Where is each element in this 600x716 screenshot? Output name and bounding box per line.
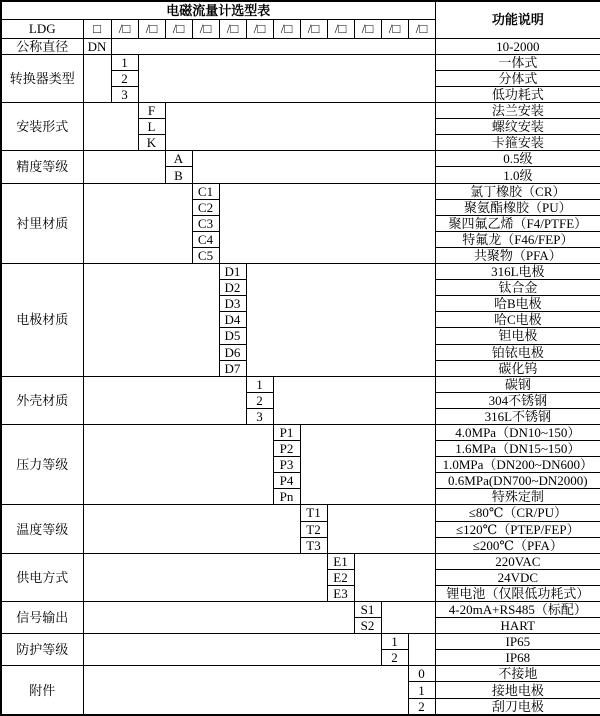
option-desc: 碳化钨 xyxy=(435,360,600,376)
option-desc: 特氟龙（F46/FEP） xyxy=(435,231,600,247)
model-option-box: /□ xyxy=(354,19,381,38)
blank-cell xyxy=(246,264,435,377)
option-desc: IP68 xyxy=(435,650,600,666)
option-code: F xyxy=(138,103,165,119)
model-base-box: □ xyxy=(83,19,111,38)
option-code: P2 xyxy=(273,441,300,457)
option-desc: 钽电极 xyxy=(435,328,600,344)
option-code: 3 xyxy=(246,408,273,424)
option-desc: 卡箍安装 xyxy=(435,135,600,151)
option-desc: 铂铱电极 xyxy=(435,344,600,360)
option-desc: 304不锈钢 xyxy=(435,392,600,408)
option-code: 1 xyxy=(408,682,435,698)
blank-cell xyxy=(83,424,273,504)
option-code: S2 xyxy=(354,618,381,634)
option-desc: 316L不锈钢 xyxy=(435,408,600,424)
option-code: B xyxy=(165,167,192,183)
section-label: 安装形式 xyxy=(1,103,83,151)
blank-cell xyxy=(300,424,435,504)
option-desc: 聚氨酯橡胶（PU） xyxy=(435,199,600,215)
dn-desc: 10-2000 xyxy=(435,38,600,54)
option-desc: 分体式 xyxy=(435,70,600,86)
blank-cell xyxy=(111,38,435,54)
option-code: 2 xyxy=(408,698,435,715)
option-code: D7 xyxy=(219,360,246,376)
option-desc: IP65 xyxy=(435,634,600,650)
option-code: C2 xyxy=(192,199,219,215)
option-desc: 哈C电极 xyxy=(435,312,600,328)
blank-cell xyxy=(83,103,138,151)
section-label: 衬里材质 xyxy=(1,183,83,263)
table-row xyxy=(1,553,600,569)
option-code: E2 xyxy=(327,569,354,585)
option-desc: 一体式 xyxy=(435,54,600,70)
function-header: 功能说明 xyxy=(435,1,600,38)
option-code: P4 xyxy=(273,473,300,489)
option-desc: 共聚物（PFA） xyxy=(435,247,600,263)
table-row xyxy=(1,151,600,167)
blank-cell xyxy=(83,505,300,553)
model-option-box: /□ xyxy=(273,19,300,38)
option-code: D2 xyxy=(219,280,246,296)
option-desc: 0.6MPa(DN700~DN2000) xyxy=(435,473,600,489)
table-row xyxy=(1,376,600,392)
option-desc: 钛合金 xyxy=(435,280,600,296)
model-option-box: /□ xyxy=(219,19,246,38)
section-label: 转换器类型 xyxy=(1,54,83,102)
table-row xyxy=(1,505,600,521)
dn-label: 公称直径 xyxy=(1,38,83,54)
option-desc: 接地电极 xyxy=(435,682,600,698)
option-code: T3 xyxy=(300,537,327,553)
blank-cell xyxy=(138,54,435,102)
option-desc: ≤120℃（PTEP/FEP） xyxy=(435,521,600,537)
blank-cell xyxy=(165,103,435,151)
title-row xyxy=(1,1,600,19)
option-code: C5 xyxy=(192,247,219,263)
option-code: 2 xyxy=(111,70,138,86)
section-label: 防护等级 xyxy=(1,634,83,666)
table-row xyxy=(1,264,600,280)
model-option-box: /□ xyxy=(327,19,354,38)
section-label: 信号输出 xyxy=(1,602,83,634)
blank-cell xyxy=(327,505,435,553)
option-desc: 哈B电极 xyxy=(435,296,600,312)
table-row xyxy=(1,666,600,682)
dn-code: DN xyxy=(83,38,111,54)
blank-cell xyxy=(83,54,111,102)
option-desc: 螺纹安装 xyxy=(435,119,600,135)
option-desc: 不接地 xyxy=(435,666,600,682)
blank-cell xyxy=(381,602,435,634)
option-code: A xyxy=(165,151,192,167)
option-code: D6 xyxy=(219,344,246,360)
table-row xyxy=(1,54,600,70)
option-desc: 碳钢 xyxy=(435,376,600,392)
option-code: 1 xyxy=(111,54,138,70)
dn-row xyxy=(1,38,600,54)
option-code: 1 xyxy=(381,634,408,650)
option-desc: 24VDC xyxy=(435,569,600,585)
option-code: 3 xyxy=(111,87,138,103)
option-code: 2 xyxy=(381,650,408,666)
model-option-box: /□ xyxy=(138,19,165,38)
blank-cell xyxy=(83,151,165,183)
option-desc: 1.0级 xyxy=(435,167,600,183)
option-desc: 220VAC xyxy=(435,553,600,569)
option-code: 1 xyxy=(246,376,273,392)
blank-cell xyxy=(83,602,354,634)
model-option-box: /□ xyxy=(408,19,435,38)
section-label: 附件 xyxy=(1,666,83,715)
blank-cell xyxy=(83,264,219,377)
model-option-box: /□ xyxy=(165,19,192,38)
table-row xyxy=(1,183,600,199)
model-option-box: /□ xyxy=(111,19,138,38)
blank-cell xyxy=(83,376,246,424)
option-desc: 1.6MPa（DN15~150） xyxy=(435,441,600,457)
blank-cell xyxy=(219,183,435,263)
page-title: 电磁流量计选型表 xyxy=(1,1,435,19)
option-desc: 特殊定制 xyxy=(435,489,600,505)
model-option-box: /□ xyxy=(300,19,327,38)
option-desc: HART xyxy=(435,618,600,634)
section-label: 温度等级 xyxy=(1,505,83,553)
option-code: D4 xyxy=(219,312,246,328)
option-code: D1 xyxy=(219,264,246,280)
table-row xyxy=(1,424,600,440)
option-desc: 1.0MPa（DN200~DN600） xyxy=(435,457,600,473)
blank-cell xyxy=(273,376,435,424)
model-option-box: /□ xyxy=(192,19,219,38)
option-code: C1 xyxy=(192,183,219,199)
option-desc: 法兰安装 xyxy=(435,103,600,119)
option-code: E3 xyxy=(327,585,354,601)
selection-table-body xyxy=(1,1,600,715)
option-code: P1 xyxy=(273,424,300,440)
option-desc: ≤200℃（PFA） xyxy=(435,537,600,553)
table-row xyxy=(1,602,600,618)
blank-cell xyxy=(83,666,408,715)
option-code: K xyxy=(138,135,165,151)
option-desc: 氯丁橡胶（CR） xyxy=(435,183,600,199)
blank-cell xyxy=(83,183,192,263)
blank-cell xyxy=(408,634,435,666)
option-desc: 316L电极 xyxy=(435,264,600,280)
model-option-box: /□ xyxy=(381,19,408,38)
blank-cell xyxy=(354,553,435,601)
table-row xyxy=(1,634,600,650)
option-code: T1 xyxy=(300,505,327,521)
blank-cell xyxy=(192,151,435,183)
option-code: 0 xyxy=(408,666,435,682)
option-desc: 4.0MPa（DN10~150） xyxy=(435,424,600,440)
option-desc: 刮刀电极 xyxy=(435,698,600,715)
option-desc: 锂电池（仅限低功耗式） xyxy=(435,585,600,601)
table-row xyxy=(1,103,600,119)
option-code: S1 xyxy=(354,602,381,618)
blank-cell xyxy=(83,553,327,601)
model-option-box: /□ xyxy=(246,19,273,38)
option-code: D3 xyxy=(219,296,246,312)
section-label: 精度等级 xyxy=(1,151,83,183)
option-desc: 聚四氟乙烯（F4/PTFE） xyxy=(435,215,600,231)
option-desc: 0.5级 xyxy=(435,151,600,167)
option-desc: ≤80℃（CR/PU） xyxy=(435,505,600,521)
option-code: C3 xyxy=(192,215,219,231)
section-label: 供电方式 xyxy=(1,553,83,601)
blank-cell xyxy=(83,634,381,666)
section-label: 压力等级 xyxy=(1,424,83,504)
option-code: T2 xyxy=(300,521,327,537)
section-label: 电极材质 xyxy=(1,264,83,377)
section-label: 外壳材质 xyxy=(1,376,83,424)
option-code: D5 xyxy=(219,328,246,344)
option-code: P3 xyxy=(273,457,300,473)
option-desc: 低功耗式 xyxy=(435,87,600,103)
model-prefix: LDG xyxy=(1,19,83,38)
option-code: L xyxy=(138,119,165,135)
option-code: Pn xyxy=(273,489,300,505)
option-code: 2 xyxy=(246,392,273,408)
option-code: C4 xyxy=(192,231,219,247)
option-code: E1 xyxy=(327,553,354,569)
option-desc: 4-20mA+RS485（标配） xyxy=(435,602,600,618)
